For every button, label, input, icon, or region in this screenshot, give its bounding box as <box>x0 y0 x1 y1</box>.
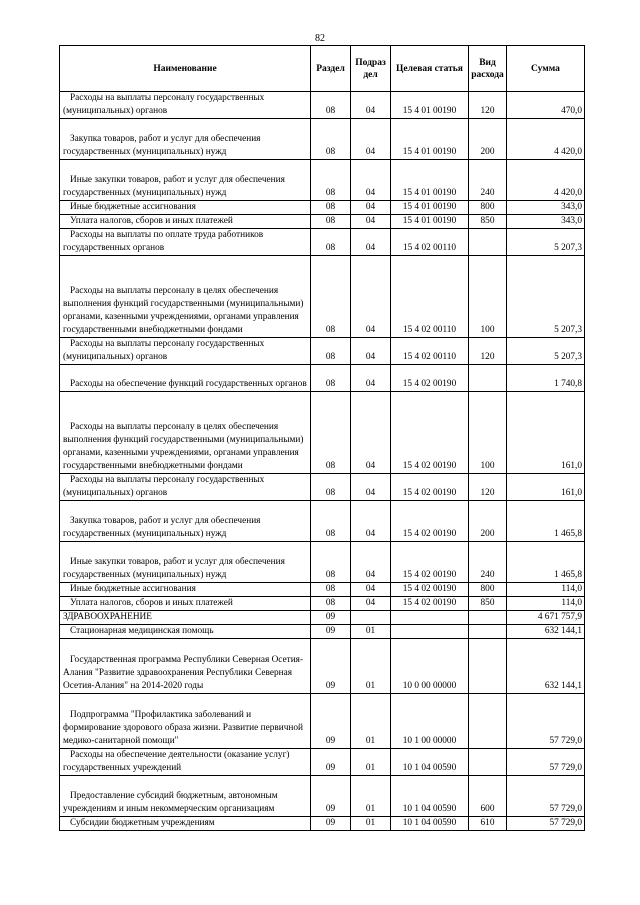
row-section: 08 <box>311 92 351 119</box>
row-target-article: 15 4 01 00190 <box>391 201 469 215</box>
row-expense-type: 610 <box>469 817 507 831</box>
row-subsection: 04 <box>351 597 391 611</box>
row-amount: 114,0 <box>507 583 585 597</box>
row-amount: 5 207,3 <box>507 256 585 338</box>
row-expense-type: 120 <box>469 92 507 119</box>
row-section: 08 <box>311 338 351 365</box>
row-name: Иные бюджетные ассигнования <box>60 583 311 597</box>
row-name: Расходы на выплаты персоналу государственных (муниципальных) органов <box>60 338 311 365</box>
row-amount: 114,0 <box>507 597 585 611</box>
row-section: 09 <box>311 694 351 749</box>
row-subsection: 01 <box>351 625 391 639</box>
row-target-article: 10 0 00 00000 <box>391 639 469 694</box>
row-expense-type: 200 <box>469 501 507 542</box>
table-row <box>60 256 585 338</box>
row-target-article: 15 4 01 00190 <box>391 215 469 229</box>
table-row <box>60 215 585 229</box>
row-name: Подпрограмма "Профилактика заболеваний и формирование здорового образа жизни. Развитие первичной медико-санитарной помощи" <box>60 694 311 749</box>
row-target-article: 10 1 00 00000 <box>391 694 469 749</box>
row-expense-type: 100 <box>469 256 507 338</box>
table-row <box>60 611 585 625</box>
row-target-article: 15 4 01 00190 <box>391 160 469 201</box>
row-name: Иные закупки товаров, работ и услуг для обеспечения государственных (муниципальных) нужд <box>60 542 311 583</box>
header-expense-type: Вид расхода <box>469 46 507 92</box>
row-section: 08 <box>311 215 351 229</box>
row-subsection: 01 <box>351 694 391 749</box>
row-expense-type: 120 <box>469 474 507 501</box>
table-row <box>60 694 585 749</box>
row-target-article: 15 4 02 00190 <box>391 392 469 474</box>
row-expense-type: 600 <box>469 776 507 817</box>
row-section: 08 <box>311 392 351 474</box>
table-row <box>60 474 585 501</box>
row-name: Иные закупки товаров, работ и услуг для обеспечения государственных (муниципальных) нужд <box>60 160 311 201</box>
row-subsection: 04 <box>351 474 391 501</box>
row-subsection: 04 <box>351 201 391 215</box>
row-expense-type: 120 <box>469 338 507 365</box>
row-amount: 1 740,8 <box>507 365 585 392</box>
row-amount: 57 729,0 <box>507 776 585 817</box>
row-amount: 161,0 <box>507 474 585 501</box>
row-expense-type <box>469 639 507 694</box>
row-amount: 1 465,8 <box>507 542 585 583</box>
row-subsection: 04 <box>351 119 391 160</box>
row-target-article: 15 4 02 00110 <box>391 256 469 338</box>
row-expense-type <box>469 611 507 625</box>
row-target-article: 15 4 02 00190 <box>391 583 469 597</box>
header-amount: Сумма <box>507 46 585 92</box>
row-name: Расходы на обеспечение функций государственных органов <box>60 365 311 392</box>
row-subsection <box>351 611 391 625</box>
row-expense-type: 240 <box>469 160 507 201</box>
row-target-article: 15 4 02 00190 <box>391 542 469 583</box>
row-section: 09 <box>311 817 351 831</box>
row-subsection: 04 <box>351 542 391 583</box>
row-subsection: 01 <box>351 749 391 776</box>
row-amount: 1 465,8 <box>507 501 585 542</box>
row-expense-type <box>469 365 507 392</box>
row-name: Уплата налогов, сборов и иных платежей <box>60 215 311 229</box>
row-subsection: 04 <box>351 256 391 338</box>
row-amount: 4 420,0 <box>507 160 585 201</box>
row-target-article: 15 4 02 00110 <box>391 229 469 256</box>
table-header-row <box>60 46 585 92</box>
row-subsection: 04 <box>351 338 391 365</box>
row-name: Расходы на выплаты персоналу в целях обеспечения выполнения функций государственными (муниципальными) органами, казенными учреждениями, органами управления государственными внебюджетными фондами <box>60 392 311 474</box>
row-name: Предоставление субсидий бюджетным, автономным учреждениям и иным некоммерческим организациям <box>60 776 311 817</box>
row-amount: 57 729,0 <box>507 817 585 831</box>
row-section: 08 <box>311 119 351 160</box>
row-amount: 632 144,1 <box>507 639 585 694</box>
table-row <box>60 501 585 542</box>
row-amount: 470,0 <box>507 92 585 119</box>
row-amount: 5 207,3 <box>507 229 585 256</box>
row-amount: 57 729,0 <box>507 749 585 776</box>
row-name: Расходы на обеспечение деятельности (оказание услуг) государственных учреждений <box>60 749 311 776</box>
row-subsection: 04 <box>351 392 391 474</box>
table-row <box>60 119 585 160</box>
row-section: 09 <box>311 625 351 639</box>
row-section: 08 <box>311 160 351 201</box>
row-section: 08 <box>311 501 351 542</box>
budget-table <box>59 45 585 831</box>
table-row <box>60 229 585 256</box>
table-row <box>60 625 585 639</box>
row-name: Расходы на выплаты персоналу государственных (муниципальных) органов <box>60 474 311 501</box>
row-amount: 161,0 <box>507 392 585 474</box>
row-expense-type <box>469 749 507 776</box>
table-row <box>60 542 585 583</box>
row-subsection: 04 <box>351 92 391 119</box>
row-amount: 4 420,0 <box>507 119 585 160</box>
table-row <box>60 365 585 392</box>
row-subsection: 04 <box>351 501 391 542</box>
row-subsection: 01 <box>351 817 391 831</box>
row-expense-type: 850 <box>469 215 507 229</box>
row-expense-type: 800 <box>469 201 507 215</box>
table-row <box>60 160 585 201</box>
row-name: Государственная программа Республики Северная Осетия-Алания "Развитие здравоохранения Республики Северная Осетия-Алания" на 2014-2020 годы <box>60 639 311 694</box>
row-section: 09 <box>311 611 351 625</box>
row-section: 09 <box>311 776 351 817</box>
table-row <box>60 776 585 817</box>
table-row <box>60 583 585 597</box>
table-row <box>60 597 585 611</box>
table-row <box>60 201 585 215</box>
header-section: Раздел <box>311 46 351 92</box>
row-target-article: 15 4 02 00190 <box>391 365 469 392</box>
row-expense-type <box>469 694 507 749</box>
row-target-article: 15 4 02 00190 <box>391 474 469 501</box>
row-amount: 343,0 <box>507 215 585 229</box>
row-name: ЗДРАВООХРАНЕНИЕ <box>60 611 311 625</box>
row-subsection: 04 <box>351 365 391 392</box>
table-row <box>60 749 585 776</box>
row-target-article: 10 1 04 00590 <box>391 749 469 776</box>
row-section: 08 <box>311 597 351 611</box>
row-target-article: 15 4 02 00190 <box>391 597 469 611</box>
table-row <box>60 392 585 474</box>
row-target-article: 15 4 01 00190 <box>391 92 469 119</box>
header-target: Целевая статья <box>391 46 469 92</box>
header-subsection: Подраз дел <box>351 46 391 92</box>
row-name: Расходы на выплаты персоналу в целях обеспечения выполнения функций государственными (муниципальными) органами, казенными учреждениями, органами управления государственными внебюджетными фондами <box>60 256 311 338</box>
row-expense-type: 100 <box>469 392 507 474</box>
row-section: 09 <box>311 749 351 776</box>
row-amount: 632 144,1 <box>507 625 585 639</box>
row-name: Уплата налогов, сборов и иных платежей <box>60 597 311 611</box>
row-target-article <box>391 625 469 639</box>
row-section: 08 <box>311 201 351 215</box>
row-section: 08 <box>311 229 351 256</box>
row-target-article: 10 1 04 00590 <box>391 776 469 817</box>
row-amount: 57 729,0 <box>507 694 585 749</box>
table-row <box>60 338 585 365</box>
row-name: Расходы на выплаты по оплате труда работников государственных органов <box>60 229 311 256</box>
row-subsection: 01 <box>351 639 391 694</box>
row-section: 08 <box>311 365 351 392</box>
row-target-article: 10 1 04 00590 <box>391 817 469 831</box>
row-name: Закупка товаров, работ и услуг для обеспечения государственных (муниципальных) нужд <box>60 501 311 542</box>
row-name: Закупка товаров, работ и услуг для обеспечения государственных (муниципальных) нужд <box>60 119 311 160</box>
row-section: 09 <box>311 639 351 694</box>
row-amount: 343,0 <box>507 201 585 215</box>
row-amount: 5 207,3 <box>507 338 585 365</box>
row-expense-type: 200 <box>469 119 507 160</box>
row-name: Иные бюджетные ассигнования <box>60 201 311 215</box>
row-expense-type: 850 <box>469 597 507 611</box>
row-target-article: 15 4 02 00190 <box>391 501 469 542</box>
row-expense-type <box>469 625 507 639</box>
row-subsection: 04 <box>351 583 391 597</box>
table-row <box>60 92 585 119</box>
table-row <box>60 639 585 694</box>
page-number: 82 <box>315 33 325 44</box>
row-subsection: 04 <box>351 215 391 229</box>
row-section: 08 <box>311 474 351 501</box>
row-amount: 4 671 757,9 <box>507 611 585 625</box>
row-subsection: 04 <box>351 160 391 201</box>
row-expense-type <box>469 229 507 256</box>
table-row <box>60 817 585 831</box>
row-name: Стационарная медицинская помощь <box>60 625 311 639</box>
row-section: 08 <box>311 583 351 597</box>
row-name: Субсидии бюджетным учреждениям <box>60 817 311 831</box>
row-subsection: 04 <box>351 229 391 256</box>
row-target-article: 15 4 02 00110 <box>391 338 469 365</box>
row-name: Расходы на выплаты персоналу государственных (муниципальных) органов <box>60 92 311 119</box>
row-subsection: 01 <box>351 776 391 817</box>
header-name: Наименование <box>60 46 311 92</box>
row-expense-type: 800 <box>469 583 507 597</box>
row-expense-type: 240 <box>469 542 507 583</box>
row-section: 08 <box>311 256 351 338</box>
row-section: 08 <box>311 542 351 583</box>
row-target-article <box>391 611 469 625</box>
row-target-article: 15 4 01 00190 <box>391 119 469 160</box>
